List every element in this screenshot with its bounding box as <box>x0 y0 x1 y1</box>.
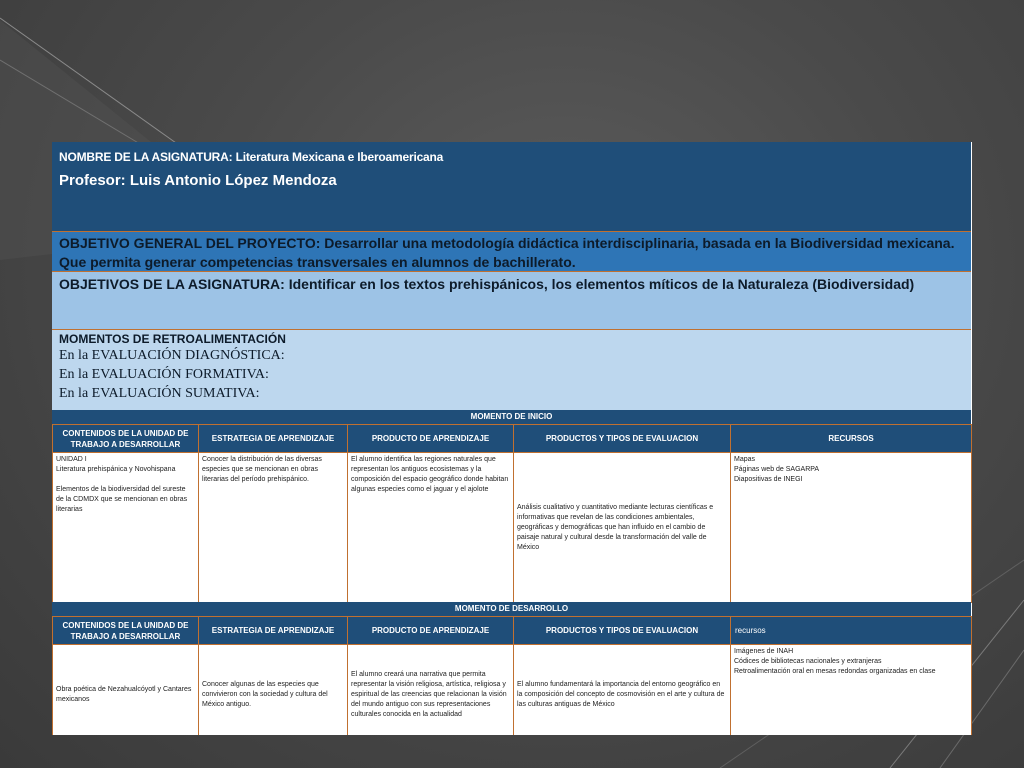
desarrollo-header-recursos: recursos <box>731 617 972 645</box>
desarrollo-table <box>52 616 972 735</box>
desarrollo-header-producto: PRODUCTO DE APRENDIZAJE <box>348 617 514 645</box>
professor-name: Profesor: Luis Antonio López Mendoza <box>59 172 337 189</box>
inicio-header-evaluacion: PRODUCTOS Y TIPOS DE EVALUACION <box>514 425 731 453</box>
desarrollo-contenidos: Obra poética de Nezahualcóyotl y Cantares mexicanos <box>53 645 199 736</box>
inicio-estrategia: Conocer la distribución de las diversas especies que se mencionan en obras literarias del período prehispánico. <box>199 453 348 603</box>
feedback-formative: En la EVALUACIÓN FORMATIVA: <box>59 367 269 382</box>
subject-label: NOMBRE DE LA ASIGNATURA: <box>59 150 233 164</box>
inicio-recursos: Mapas Páginas web de SAGARPA Diapositivas de INEGI <box>731 453 972 603</box>
inicio-band: MOMENTO DE INICIO <box>52 410 971 424</box>
inicio-header-producto: PRODUCTO DE APRENDIZAJE <box>348 425 514 453</box>
feedback-summative: En la EVALUACIÓN SUMATIVA: <box>59 386 260 401</box>
desarrollo-header-contenidos: CONTENIDOS DE LA UNIDAD DE TRABAJO A DESARROLLAR <box>53 617 199 645</box>
desarrollo-evaluacion: El alumno fundamentará la importancia del entorno geográfico en la composición del concepto de cosmovisión en el arte y cultura de las culturas antiguas de México <box>514 645 731 736</box>
inicio-producto: El alumno identifica las regiones naturales que representan los antiguos ecosistemas y la composición del espacio geográfico donde habitan algunas especies como el jaguar y el ajolote <box>348 453 514 603</box>
desarrollo-producto: El alumno creará una narrativa que permita representar la visión religiosa, artística, religiosa y espiritual de las creencias que relacionan la visión del mundo antiguo con sus representaciones culturales conocida en la actualidad <box>348 645 514 736</box>
feedback-diagnostic: En la EVALUACIÓN DIAGNÓSTICA: <box>59 348 285 363</box>
feedback-moments <box>52 330 971 410</box>
desarrollo-header-estrategia: ESTRATEGIA DE APRENDIZAJE <box>199 617 348 645</box>
inicio-evaluacion: Análisis cualitativo y cuantitativo mediante lecturas científicas e informativas que revelan de las condiciones ambientales, geográficas y demográficas que han influido en el cambio de paisaje natural y cultural desde la transformación del valle de México <box>514 453 731 603</box>
subject-value: Literatura Mexicana e Iberoamericana <box>235 150 444 164</box>
inicio-header-estrategia: ESTRATEGIA DE APRENDIZAJE <box>199 425 348 453</box>
feedback-title: MOMENTOS DE RETROALIMENTACIÓN <box>59 332 286 346</box>
inicio-header-recursos: RECURSOS <box>731 425 972 453</box>
table-row <box>53 645 972 736</box>
inicio-contenidos: UNIDAD I Literatura prehispánica y Novohispana Elementos de la biodiversidad del sureste de la CDMDX que se mencionan en obras literarias <box>53 453 199 603</box>
desarrollo-header-evaluacion: PRODUCTOS Y TIPOS DE EVALUACION <box>514 617 731 645</box>
subject-header <box>52 142 971 232</box>
inicio-header-contenidos: CONTENIDOS DE LA UNIDAD DE TRABAJO A DESARROLLAR <box>53 425 199 453</box>
desarrollo-band: MOMENTO DE DESARROLLO <box>52 602 971 616</box>
desarrollo-recursos: Imágenes de INAH Códices de bibliotecas nacionales y extranjeras Retroalimentación oral en mesas redondas organizadas en clase <box>731 645 972 736</box>
subject-objectives: OBJETIVOS DE LA ASIGNATURA: Identificar en los textos prehispánicos, los elementos míticos de la Naturaleza (Biodiversidad) <box>52 272 971 330</box>
table-row <box>53 453 972 603</box>
desarrollo-estrategia: Conocer algunas de las especies que convivieron con la sociedad y cultura del México antiguo. <box>199 645 348 736</box>
desarrollo-header-row <box>53 617 972 645</box>
inicio-header-row <box>53 425 972 453</box>
inicio-table <box>52 424 972 603</box>
general-objective: OBJETIVO GENERAL DEL PROYECTO: Desarrollar una metodología didáctica interdisciplinaria, basada en la Biodiversidad mexicana. Que permita generar competencias transversales en alumnos de bachillerato. <box>52 232 971 272</box>
slide-content <box>52 142 972 735</box>
